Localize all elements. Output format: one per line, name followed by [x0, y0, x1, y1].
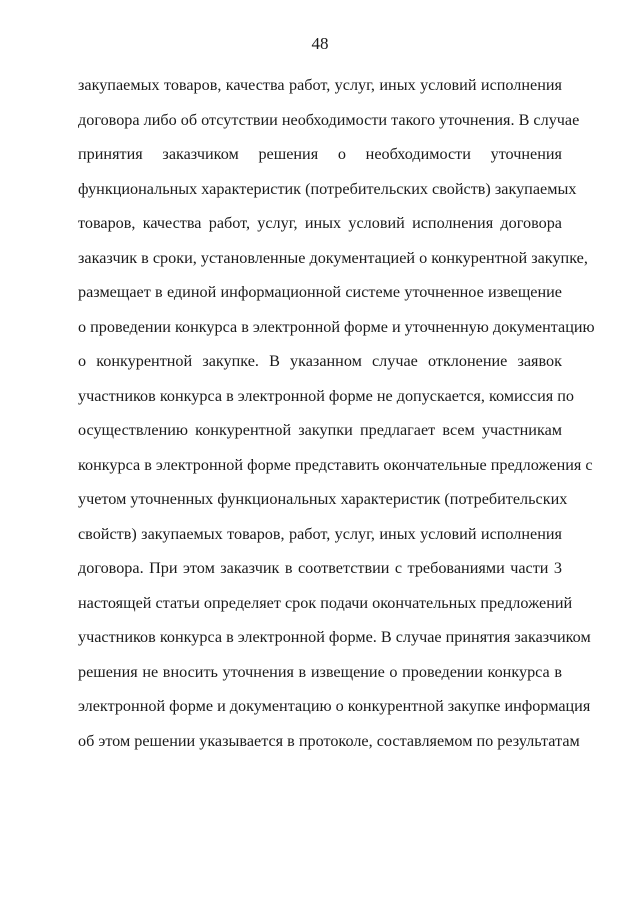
text-line: о конкурентной закупке. В указанном случае отклонение заявок [78, 352, 562, 370]
text-line: заказчик в сроки, установленные документацией о конкурентной закупке, [78, 248, 588, 267]
text-line: свойств) закупаемых товаров, работ, услуг, иных условий исполнения [78, 524, 562, 543]
text-line: решения не вносить уточнения в извещение о проведении конкурса в [78, 662, 562, 681]
body-text [78, 72, 595, 762]
text-line: о проведении конкурса в электронной форме и уточненную документацию [78, 317, 595, 336]
text-line: договора. При этом заказчик в соответствии с требованиями части 3 [78, 559, 562, 577]
text-line: закупаемых товаров, качества работ, услуг, иных условий исполнения [78, 76, 562, 94]
text-line: электронной форме и документацию о конкурентной закупке информация [78, 697, 591, 715]
text-line: договора либо об отсутствии необходимости такого уточнения. В случае [78, 110, 580, 129]
page-number: 48 [311, 34, 329, 53]
text-line: размещает в единой информационной системе уточненное извещение [78, 283, 562, 301]
text-line: товаров, качества работ, услуг, иных условий исполнения договора [78, 214, 562, 232]
text-line: настоящей статьи определяет срок подачи окончательных предложений [78, 593, 573, 612]
text-line: учетом уточненных функциональных характеристик (потребительских [78, 490, 568, 508]
text-line: принятия заказчиком решения о необходимости уточнения [78, 145, 562, 163]
text-line: функциональных характеристик (потребительских свойств) закупаемых [78, 179, 577, 198]
text-line: об этом решении указывается в протоколе, составляемом по результатам [78, 731, 580, 750]
text-line: конкурса в электронной форме представить окончательные предложения с [78, 455, 593, 474]
text-line: осуществлению конкурентной закупки предлагает всем участникам [78, 421, 562, 439]
text-line: участников конкурса в электронной форме не допускается, комиссия по [78, 386, 574, 405]
text-line: участников конкурса в электронной форме. В случае принятия заказчиком [78, 628, 591, 646]
